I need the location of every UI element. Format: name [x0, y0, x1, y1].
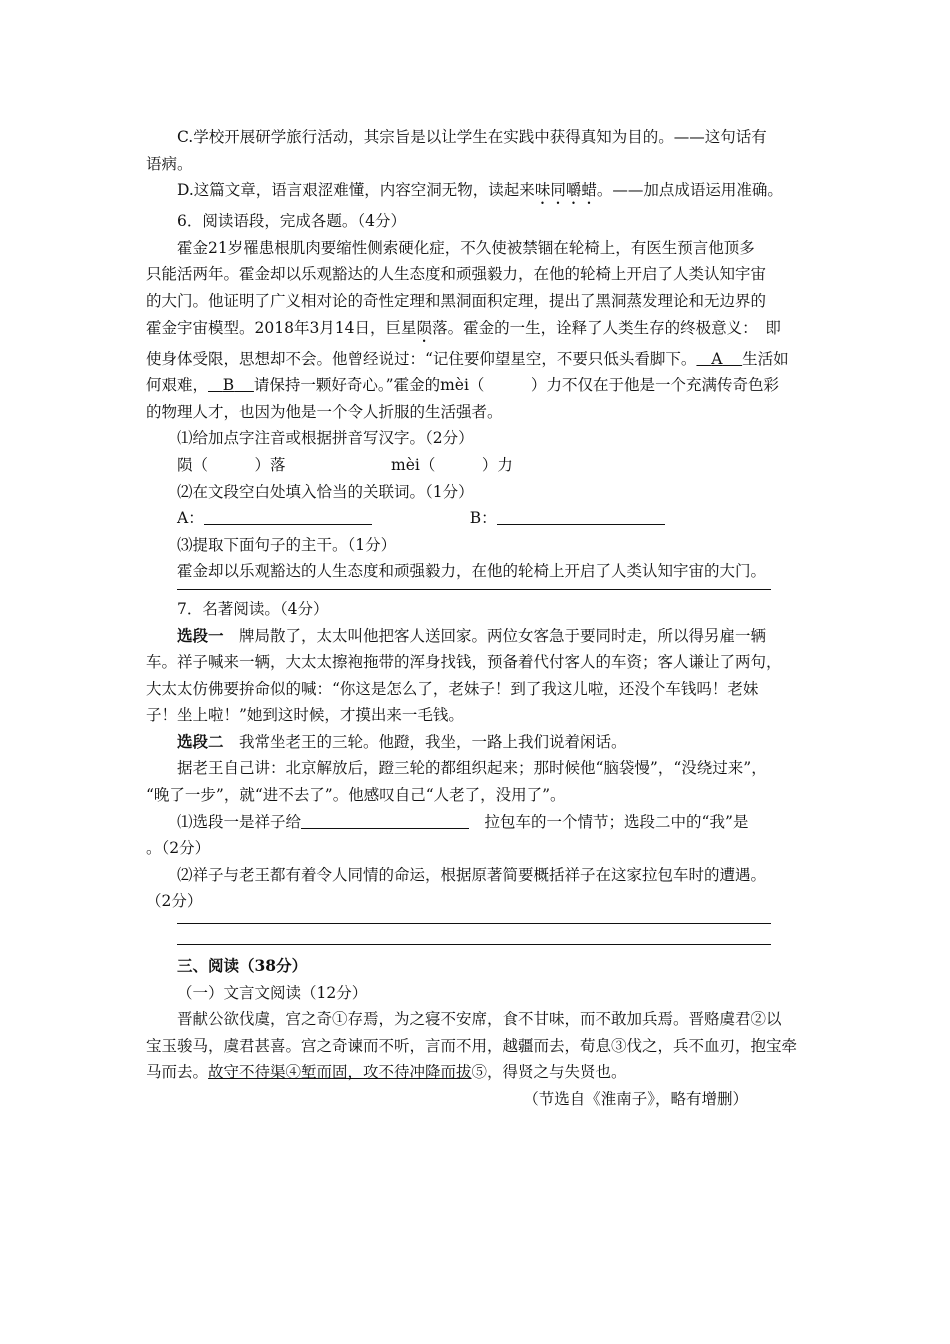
q6-sub2: ⑵在文段空白处填入恰当的关联词。（1分） [177, 482, 474, 501]
q7-selection1-line: 选段一 牌局散了，太太叫他把客人送回家。两位女客急于要同时走，所以得另雇一辆 [177, 625, 767, 645]
answer-hanzi-field[interactable]: mèi（ ）力 [391, 455, 513, 474]
q6-passage-line: 使身体受限，思想却不会。他曾经说过：“记住要仰望星空，不要只低头看脚下。 A 生活如 [146, 349, 789, 368]
dotted-idiom: 味同嚼蜡 [534, 181, 597, 200]
dotted-char: 陨 [416, 318, 433, 337]
q7-sub1: ⑴选段一是祥子给 拉包车的一个情节；选段二中的“我”是 [146, 809, 814, 836]
q6-sub1-answers [146, 452, 814, 479]
selection1-label: 选段一 [177, 625, 224, 645]
q7-title: 7．名著阅读。（4分） [177, 599, 329, 618]
q6-passage-line: 的大门。他证明了广义相对论的奇性定理和黑洞面积定理，提出了黑洞蒸发理论和无边界的 [146, 291, 767, 310]
q7-sub1-end: 。（2分） [146, 839, 211, 858]
q6-title: 6．阅读语段，完成各题。（4分） [177, 212, 406, 231]
answer-b-field[interactable] [497, 506, 665, 525]
answer-a-field[interactable] [204, 506, 372, 525]
q6-sub3-sentence: 霍金却以乐观豁达的人生态度和顽强毅力，在他的轮椅上开启了人类认知宇宙的大门。 [177, 562, 767, 581]
q6-sub1: ⑴给加点字注音或根据拼音写汉字。（2分） [177, 429, 474, 448]
q7-selection2-line: “晚了一步”，就“进不去了”。他感叹自己“人老了，没用了”。 [146, 786, 566, 805]
blank-b[interactable]: B [222, 376, 235, 395]
q6-sub3: ⑶提取下面句子的主干。（1分） [177, 535, 397, 554]
classical-text-line: 宝玉骏马，虞君甚喜。宫之奇谏而不听，言而不用，越疆而去，荀息③伐之，兵不血刃，抱宝牵 [146, 1036, 798, 1055]
q6-passage-line: 霍金21岁罹患根肌肉要缩性侧索硬化症，不久使被禁锢在轮椅上，有医生预言他顶多 [177, 238, 755, 257]
q7-sub2-score: （2分） [146, 892, 203, 911]
selection2-label: 选段二 [177, 731, 224, 751]
answer-field[interactable] [301, 810, 469, 829]
q5-option-d: D.这篇文章，语言艰涩难懂，内容空洞无物，读起来味同嚼蜡。——加点成语运用准确。 [177, 181, 783, 200]
q6-passage-line: 何艰难， B 请保持一颗好奇心。”霍金的mèi（ ）力不仅在于他是一个充满传奇色彩 [146, 376, 779, 395]
section3-subtitle: （一）文言文阅读（12分） [177, 983, 368, 1002]
source-note: （节选自《淮南子》，略有增删） [523, 1090, 748, 1108]
q5-option-c-line1: C.学校开展研学旅行活动，其宗旨是以让学生在实践中获得真知为目的。——这句话有 [177, 128, 767, 146]
q5-option-c-line2: 语病。 [146, 154, 193, 173]
classical-text-line: 马而去。故守不待渠④堑而固，攻不待冲降而拔⑤，得贤之与失贤也。 [146, 1063, 627, 1082]
q6-passage-line: 霍金宇宙模型。2018年3月14日，巨星陨落。霍金的一生，诠释了人类生存的终极意义： 即 [146, 318, 781, 337]
q7-selection2-line: 选段二 我常坐老王的三轮。他蹬，我坐，一路上我们说着闲话。 [177, 731, 627, 751]
q6-passage-line: 的物理人才，也因为他是一个令人折服的生活强者。 [146, 402, 503, 421]
q6-passage-line: 只能活两年。霍金却以乐观豁达的人生态度和顽强毅力，在他的轮椅上开启了人类认知宇宙 [146, 265, 767, 284]
q7-selection2-line: 据老王自己讲：北京解放后，蹬三轮的都组织起来；那时候他“脑袋慢”，“没绕过来”， [177, 759, 767, 778]
classical-text-line: 晋献公欲伐虞，宫之奇①存焉，为之寝不安席，食不甘味，而不敢加兵焉。晋赂虞君②以 [177, 1010, 782, 1029]
q7-selection1-line: 大太太仿佛要拚命似的喊：“你这是怎么了，老妹子！到了我这儿啦，还没个车钱吗！老妹 [146, 679, 759, 698]
answer-pinyin-field[interactable]: 陨（ ）落 [177, 455, 286, 474]
blank-a[interactable]: A [711, 349, 723, 368]
exam-page [146, 124, 814, 1113]
q7-selection1-line: 车。祥子喊来一辆，大太太擦袍拖带的浑身找钱，预备着代付客人的车资；客人谦让了两句， [146, 653, 782, 672]
q7-sub2: ⑵祥子与老王都有着令人同情的命运，根据原著简要概括祥子在这家拉包车时的遭遇。 [177, 865, 767, 884]
section3-title: 三、阅读（38分） [177, 956, 308, 976]
q7-selection1-line: 子！坐上啦！”她到这时候，才摸出来一毛钱。 [146, 706, 464, 725]
q6-sub2-answers: A： B： [146, 505, 814, 532]
underlined-sentence: 故守不待渠④堑而固，攻不待冲降而拔 [208, 1063, 472, 1082]
